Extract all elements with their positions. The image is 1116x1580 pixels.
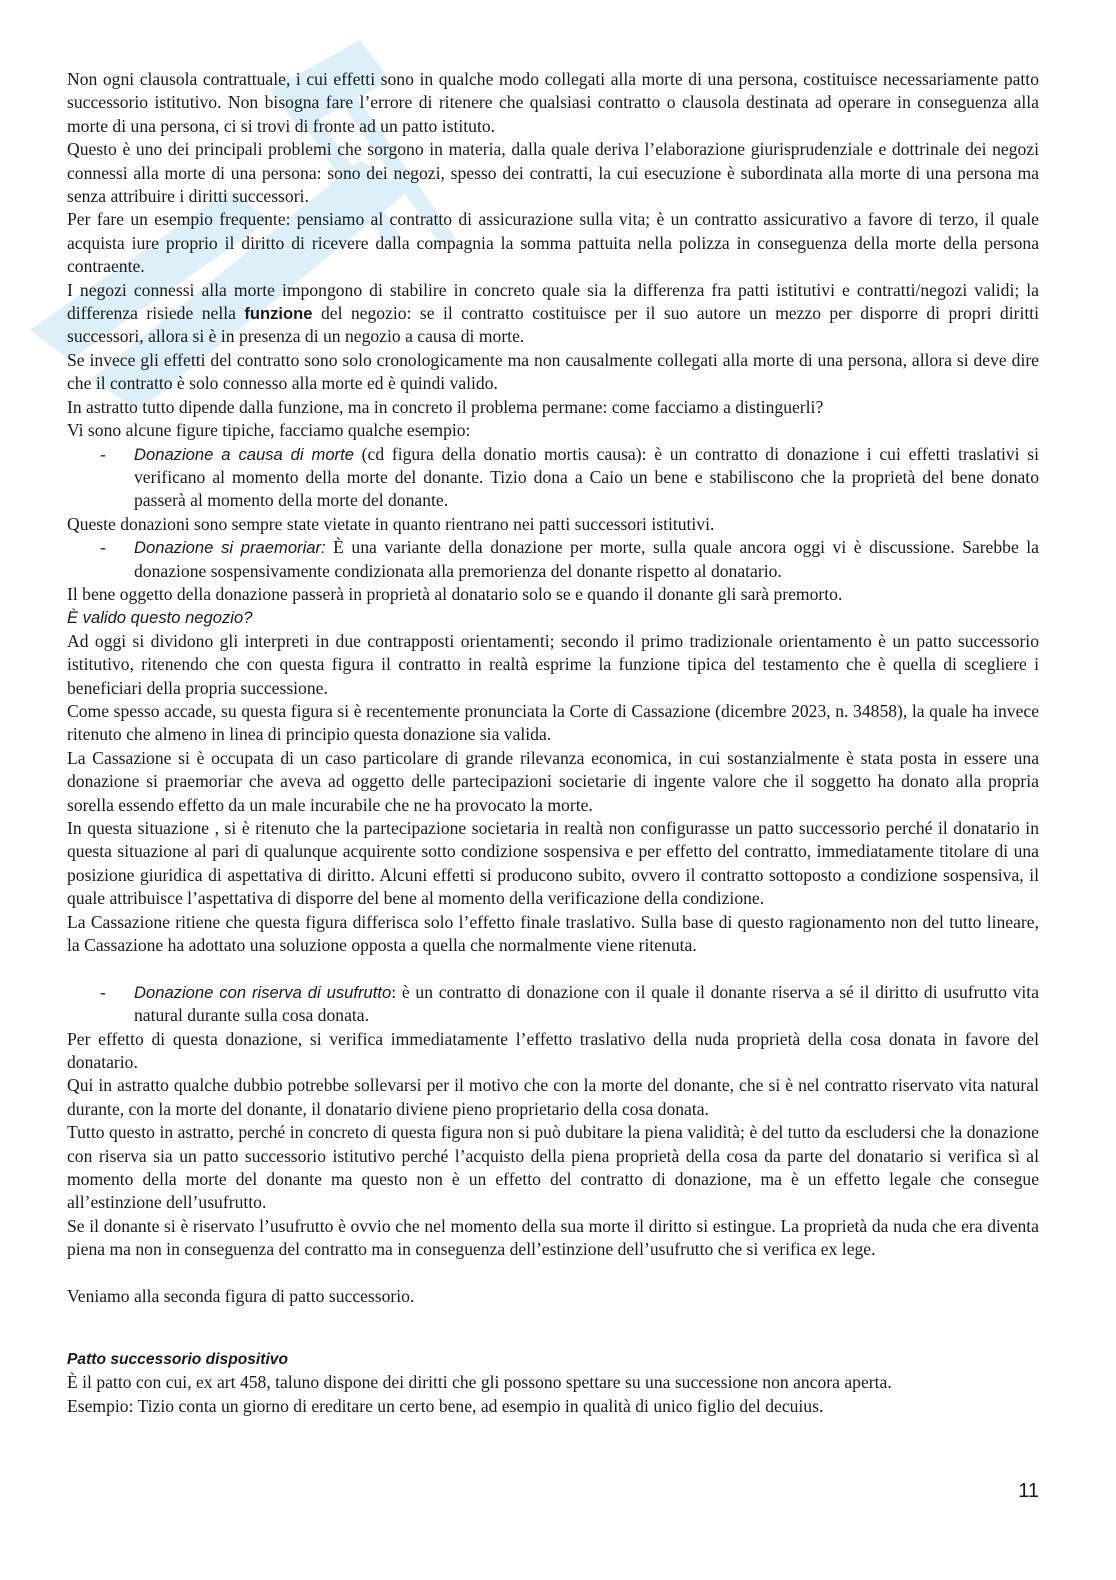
list-item-text: È una variante della donazione per morte, sulla quale ancora oggi vi è discussione. Sarebbe la donazione sospensivamente condizionata alla premorienza del donante rispetto al donatario. — [134, 537, 1039, 581]
paragraph: È il patto con cui, ex art 458, taluno dispone dei diritti che gli possono spettare su una successione non ancora aperta. — [67, 1372, 892, 1393]
list-item-title: Donazione si praemoriar: — [134, 538, 326, 558]
spacer — [67, 1309, 1039, 1332]
paragraph: Il bene oggetto della donazione passerà in proprietà al donatario solo se e quando il donante gli sarà premorto. — [67, 583, 843, 604]
paragraph: Tutto questo in astratto, perché in concreto di questa figura non si può dubitare la piena validità; è del tutto da escludersi che la donazione con riserva sia un patto successorio istitutivo perché l’acquisto della piena proprietà della cosa da parte del donatario si verifica sì al momento della morte del donante ma questo non è un effetto del contratto di donazione, ma è un effetto legale che consegue all’estinzione dell’usufrutto. — [67, 1122, 1039, 1213]
bullet-dash: - — [100, 537, 106, 558]
bullet-dash: - — [100, 443, 106, 464]
section-heading: Patto successorio dispositivo — [67, 1350, 288, 1368]
list-item — [67, 981, 1039, 1028]
list-item — [67, 443, 1039, 513]
emphasis-funzione: funzione — [244, 304, 313, 324]
list-item-title: Donazione con riserva di usufrutto — [134, 982, 392, 1002]
paragraph-text: I negozi connessi alla morte impongono di stabilire in concreto quale sia la differenza fra patti istitutivi e contratti/negozi validi; la differenza risiede nella — [67, 279, 1039, 324]
question-heading: È valido questo negozio? — [67, 608, 253, 628]
paragraph: Per fare un esempio frequente: pensiamo al contratto di assicurazione sulla vita; è un contratto assicurativo a favore di terzo, il quale acquista iure proprio il diritto di ricevere dalla compagnia la somma pattuita nella polizza in conseguenza della morte della persona contraente. — [67, 209, 1039, 277]
paragraph: Esempio: Tizio conta un giorno di ereditare un certo bene, ad esempio in qualità di unico figlio del decuius. — [67, 1395, 824, 1416]
bullet-dash: - — [100, 981, 106, 1002]
paragraph: Se invece gli effetti del contratto sono solo cronologicamente ma non causalmente collegati alla morte di una persona, allora si deve dire che il contratto è solo connesso alla morte ed è quindi valido. — [67, 349, 1039, 394]
paragraph: Veniamo alla seconda figura di patto successorio. — [67, 1286, 415, 1307]
paragraph: La Cassazione ritiene che questa figura differisca solo l’effetto finale traslativo. Sulla base di questo ragionamento non del tutto lineare, la Cassazione ha adottato una soluzione opposta a quella che normalmente viene ritenuta. — [67, 911, 1039, 956]
list-item-text: (cd figura della donatio mortis causa): è un contratto di donazione i cui effetti traslativi si verificano al momento della morte del donante. Tizio dona a Caio un bene e stabiliscono che la proprietà del bene donato passerà al momento della morte del donante. — [134, 443, 1039, 511]
list-item — [67, 536, 1039, 583]
paragraph: In questa situazione , si è ritenuto che la partecipazione societaria in realtà non configurasse un patto successorio perché il donatario in questa situazione al pari di qualunque acquirente sotto condizione sospensiva e per effetto del contratto, immediatamente titolare di una posizione giuridica di aspettativa di diritto. Alcuni effetti si producono subito, ovvero il contratto sottoposto a condizione sospensiva, il quale attribuisce l’aspettativa di disporre del bene al momento della verificazione della condizione. — [67, 818, 1039, 909]
paragraph: Se il donante si è riservato l’usufrutto è ovvio che nel momento della sua morte il diritto si estingue. La proprietà da nuda che era diventa piena ma non in conseguenza del contratto ma in conseguenza dell’estinzione dell’usufrutto che si verifica ex lege. — [67, 1215, 1039, 1260]
page-number: 11 — [1018, 1480, 1039, 1502]
list-item-title: Donazione a causa di morte — [134, 444, 354, 464]
paragraph: Qui in astratto qualche dubbio potrebbe sollevarsi per il motivo che con la morte del donante, che si è nel contratto riservato vita natural durante, con la morte del donante, il donatario diviene pieno proprietario della cosa donata. — [67, 1075, 1039, 1119]
paragraph: Per effetto di questa donazione, si verifica immediatamente l’effetto traslativo della nuda proprietà della cosa donata in favore del donatario. — [67, 1028, 1039, 1073]
paragraph: Ad oggi si dividono gli interpreti in due contrapposti orientamenti; secondo il primo tradizionale orientamento è un patto successorio istitutivo, ritenendo che con questa figura il contratto in realtà esprime la funzione tipica del testamento che è quella di scegliere i beneficiari della propria successione. — [67, 630, 1039, 698]
paragraph: Queste donazioni sono sempre state vietate in quanto rientrano nei patti successori istitutivi. — [67, 513, 715, 534]
paragraph: Questo è uno dei principali problemi che sorgono in materia, dalla quale deriva l’elaborazione giurisprudenziale e dottrinale dei negozi connessi alla morte di una persona: sono dei negozi, spesso dei contratti, la cui esecuzione è subordinata alla morte di una persona ma senza attribuire i diritti successori. — [67, 139, 1039, 207]
paragraph: In astratto tutto dipende dalla funzione, ma in concreto il problema permane: come facciamo a distinguerli? — [67, 396, 824, 417]
spacer — [67, 1262, 1039, 1285]
paragraph — [67, 279, 1039, 349]
spacer — [67, 957, 1039, 980]
paragraph: Vi sono alcune figure tipiche, facciamo qualche esempio: — [67, 420, 471, 441]
paragraph-text: del negozio: se il contratto costituisce per il suo autore un mezzo per disporre di propri diritti successori, allora si è in presenza di un negozio a causa di morte. — [67, 303, 1039, 347]
paragraph: Come spesso accade, su questa figura si è recentemente pronunciata la Corte di Cassazione (dicembre 2023, n. 34858), la quale ha invece ritenuto che almeno in linea di principio questa donazione sia valida. — [67, 700, 1039, 745]
list-item-text: : è un contratto di donazione con il quale il donante riserva a sé il diritto di usufrutto vita natural durante sulla cosa donata. — [134, 981, 1039, 1026]
spacer — [67, 1332, 1039, 1348]
paragraph: La Cassazione si è occupata di un caso particolare di grande rilevanza economica, in cui sostanzialmente è stata posta in essere una donazione si praemoriar che aveva ad oggetto delle partecipazioni societarie di ingente valore che il soggetto ha donato alla propria sorella essendo effetto da un male incurabile che ne ha provocato la morte. — [67, 747, 1039, 815]
document-body — [67, 68, 1039, 1418]
paragraph: Non ogni clausola contrattuale, i cui effetti sono in qualche modo collegati alla morte di una persona, costituisce necessariamente patto successorio istitutivo. Non bisogna fare l’errore di ritenere che qualsiasi contratto o clausola destinata ad operare in conseguenza alla morte di una persona, ci si trovi di fronte ad un patto istituto. — [67, 69, 1039, 136]
